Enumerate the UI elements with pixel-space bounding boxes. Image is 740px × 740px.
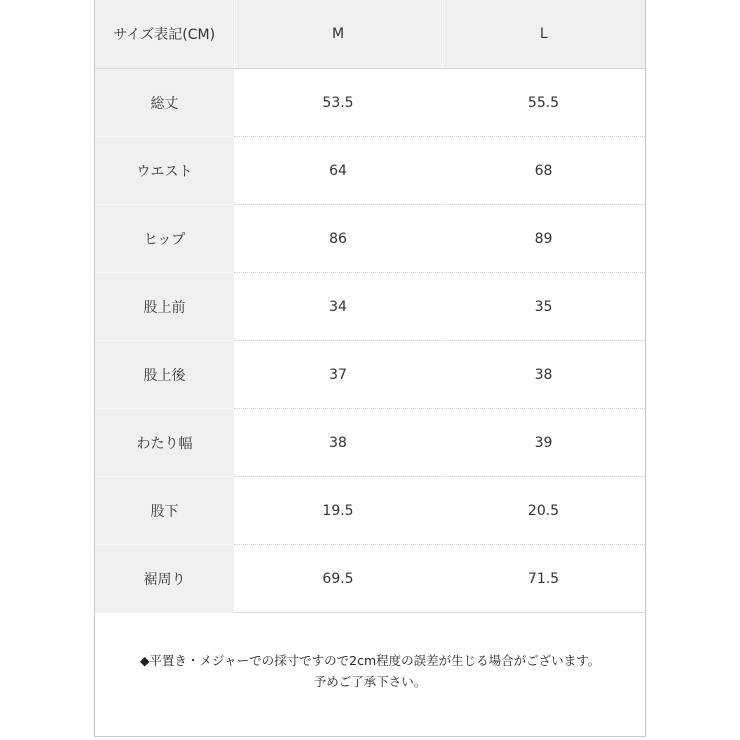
table-row — [95, 137, 645, 205]
table-row — [95, 273, 645, 341]
cell-m: 19.5 — [234, 477, 442, 545]
row-label: ウエスト — [95, 137, 234, 205]
table-header-row — [95, 0, 645, 69]
table-row — [95, 545, 645, 613]
header-size-l: L — [442, 0, 645, 69]
cell-m: 34 — [234, 273, 442, 341]
header-size-m: M — [234, 0, 442, 69]
cell-l: 35 — [442, 273, 645, 341]
cell-m: 69.5 — [234, 545, 442, 613]
cell-m: 53.5 — [234, 69, 442, 137]
header-size-notation: サイズ表記(CM) — [95, 0, 234, 69]
size-table — [95, 0, 645, 613]
cell-l: 68 — [442, 137, 645, 205]
cell-m: 38 — [234, 409, 442, 477]
note-line-1: ◆平置き・メジャーでの採寸ですので2cm程度の誤差が生じる場合がございます。 — [139, 653, 601, 668]
table-row — [95, 477, 645, 545]
row-label: 総丈 — [95, 69, 234, 137]
table-row — [95, 409, 645, 477]
table-row — [95, 205, 645, 273]
measurement-note — [95, 650, 645, 692]
cell-l: 20.5 — [442, 477, 645, 545]
table-row — [95, 69, 645, 137]
note-line-2: 予めご了承下さい。 — [313, 674, 427, 689]
row-label: 裾周り — [95, 545, 234, 613]
size-chart-panel — [94, 0, 646, 737]
table-row — [95, 341, 645, 409]
cell-l: 38 — [442, 341, 645, 409]
row-label: 股上前 — [95, 273, 234, 341]
row-label: わたり幅 — [95, 409, 234, 477]
cell-l: 89 — [442, 205, 645, 273]
row-label: 股下 — [95, 477, 234, 545]
cell-m: 86 — [234, 205, 442, 273]
row-label: ヒップ — [95, 205, 234, 273]
cell-m: 37 — [234, 341, 442, 409]
cell-m: 64 — [234, 137, 442, 205]
cell-l: 71.5 — [442, 545, 645, 613]
cell-l: 55.5 — [442, 69, 645, 137]
cell-l: 39 — [442, 409, 645, 477]
row-label: 股上後 — [95, 341, 234, 409]
